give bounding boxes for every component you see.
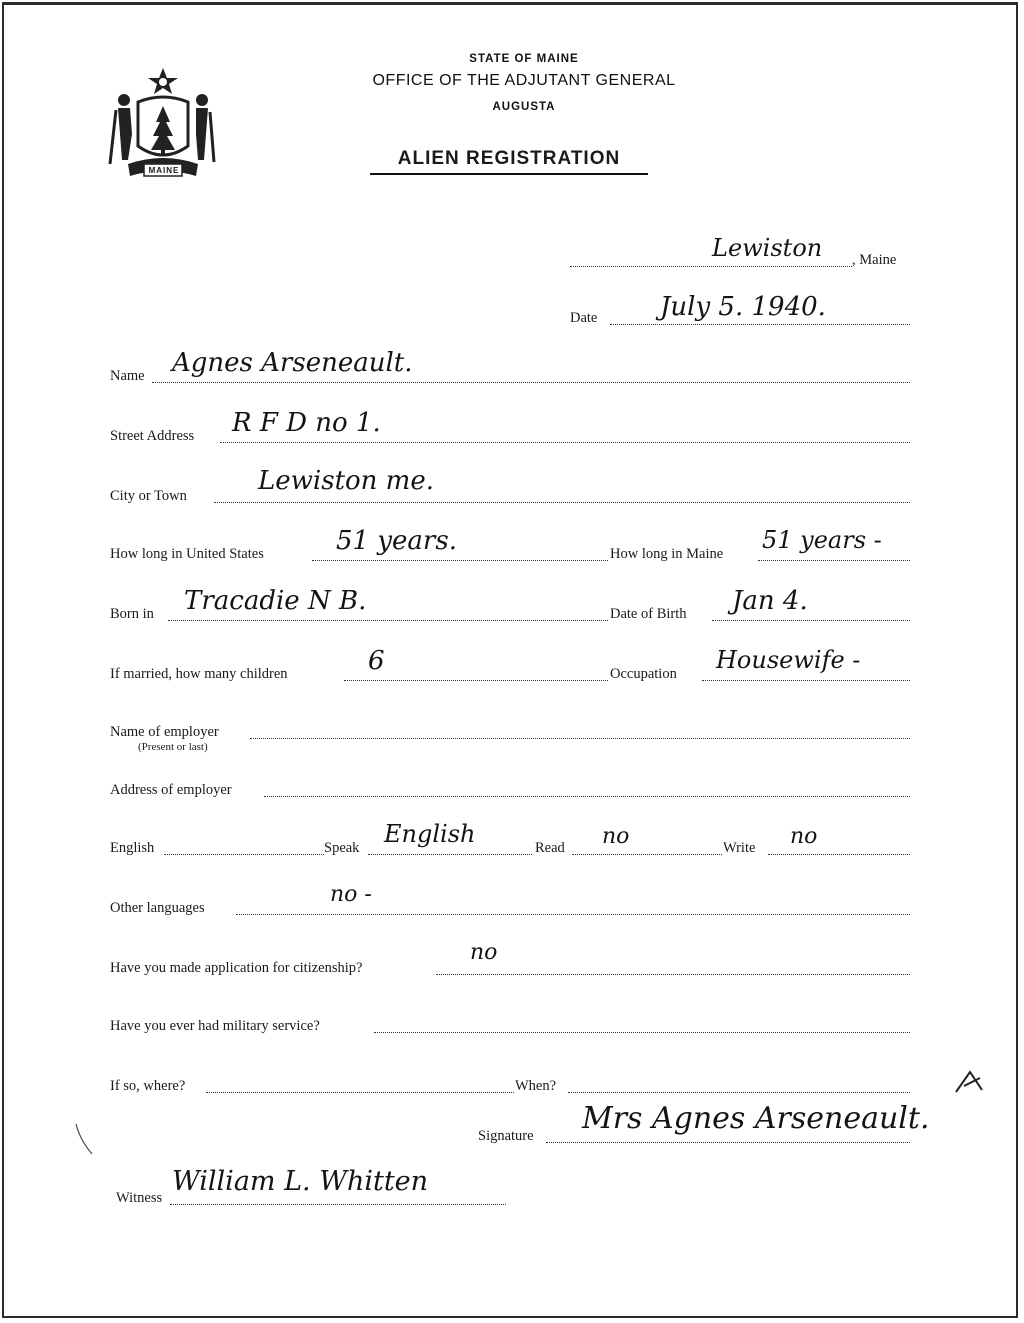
date-label: Date	[570, 310, 598, 326]
born-in-value: Tracadie N B.	[184, 586, 367, 616]
employer-name-label: Name of employer	[110, 724, 219, 740]
name-line	[152, 382, 910, 383]
signature-label: Signature	[478, 1128, 534, 1144]
street-address-line	[220, 442, 910, 443]
when-line	[568, 1092, 910, 1093]
read-value: no	[602, 824, 630, 849]
military-line	[374, 1032, 910, 1033]
town-value: Lewiston	[712, 234, 823, 262]
date-of-birth-value: Jan 4.	[732, 586, 808, 616]
form-title: ALIEN REGISTRATION	[370, 148, 648, 175]
other-languages-label: Other languages	[110, 900, 205, 916]
street-address-value: R F D no 1.	[232, 408, 381, 438]
employer-address-line	[264, 796, 910, 797]
header-city: AUGUSTA	[492, 101, 556, 113]
how-long-us-line	[312, 560, 608, 561]
write-label: Write	[723, 840, 756, 856]
occupation-value: Housewife -	[716, 646, 861, 674]
how-long-maine-line	[758, 560, 910, 561]
speak-label: Speak	[324, 840, 360, 856]
header-office: OFFICE OF THE ADJUTANT GENERAL	[372, 72, 676, 89]
city-value: Lewiston me.	[258, 466, 434, 496]
how-long-maine-label: How long in Maine	[610, 546, 724, 562]
children-label: If married, how many children	[110, 666, 288, 682]
born-in-label: Born in	[110, 606, 154, 622]
where-line	[206, 1092, 514, 1093]
date-of-birth-line	[712, 620, 910, 621]
when-label: When?	[515, 1078, 557, 1094]
children-line	[344, 680, 608, 681]
town-line	[570, 266, 852, 267]
speak-line	[368, 854, 532, 855]
citizenship-line	[436, 974, 910, 975]
employer-address-label: Address of employer	[110, 782, 232, 798]
witness-label: Witness	[116, 1190, 163, 1206]
city-label: City or Town	[110, 488, 187, 504]
read-label: Read	[535, 840, 565, 856]
english-label: English	[110, 840, 155, 856]
write-line	[768, 854, 910, 855]
citizenship-label: Have you made application for citizenship?	[110, 960, 363, 976]
stray-mark-icon	[70, 1120, 100, 1160]
witness-line	[170, 1204, 506, 1205]
write-value: no	[790, 824, 818, 849]
street-address-label: Street Address	[110, 428, 195, 444]
english-line	[164, 854, 324, 855]
stray-mark-icon	[950, 1064, 990, 1104]
date-value: July 5. 1940.	[660, 292, 826, 322]
if-so-where-label: If so, where?	[110, 1078, 186, 1094]
name-label: Name	[110, 368, 145, 384]
born-in-line	[168, 620, 608, 621]
header-state: STATE OF MAINE	[469, 53, 579, 65]
witness-value: William L. Whitten	[172, 1166, 429, 1197]
children-value: 6	[368, 646, 385, 676]
how-long-us-label: How long in United States	[110, 546, 264, 562]
date-line	[610, 324, 910, 325]
how-long-us-value: 51 years.	[336, 526, 457, 556]
other-languages-value: no -	[330, 882, 372, 907]
state-suffix-label: , Maine	[852, 252, 897, 268]
seal-banner-text: MAINE	[148, 166, 180, 175]
how-long-maine-value: 51 years -	[762, 526, 882, 554]
name-value: Agnes Arseneault.	[172, 348, 413, 378]
occupation-line	[702, 680, 910, 681]
other-languages-line	[236, 914, 910, 915]
signature-line	[546, 1142, 910, 1143]
read-line	[572, 854, 722, 855]
date-of-birth-label: Date of Birth	[610, 606, 687, 622]
military-label: Have you ever had military service?	[110, 1018, 320, 1034]
employer-name-note: (Present or last)	[138, 741, 208, 753]
occupation-label: Occupation	[610, 666, 677, 682]
signature-value: Mrs Agnes Arseneault.	[582, 1101, 930, 1136]
citizenship-value: no	[470, 940, 498, 965]
city-line	[214, 502, 910, 503]
speak-value: English	[384, 820, 476, 848]
employer-name-line	[250, 738, 910, 739]
